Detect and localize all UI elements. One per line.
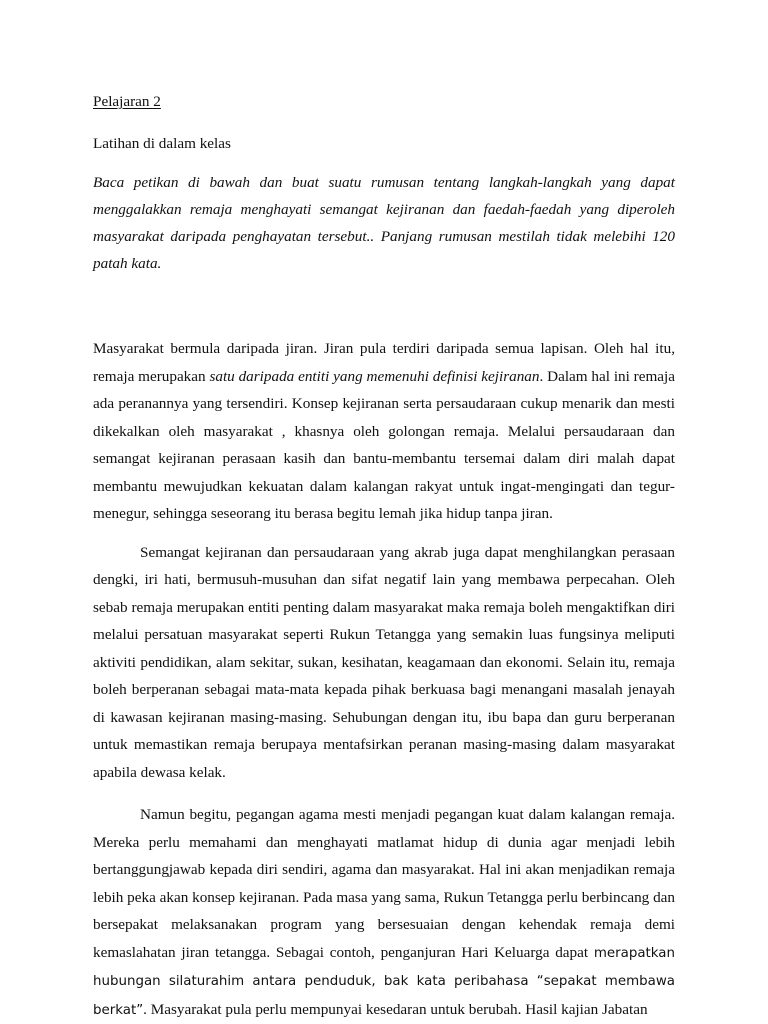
paragraph-3-text-b: . Masyarakat pula perlu mempunyai kesedaran untuk berubah. Hasil kajian Jabatan — [143, 1000, 648, 1018]
lesson-heading: Pelajaran 2 — [93, 93, 161, 110]
paragraph-1-text-b: . Dalam hal ini remaja ada peranannya yang tersendiri. Konsep kejiranan serta persaudaraan cukup menarik dan mesti dikekalkan oleh masyarakat , khasnya oleh golongan remaja. Melalui persaudaraan dan semangat kejiranan perasaan kasih dan bantu-membantu tersemai dalam diri malah dapat membantu mewujudkan kekuatan dalam kalangan rakyat untuk ingat-mengingati dan tegur-menegur, sehingga seseorang itu berasa begitu lemah jika hidup tanpa jiran. — [93, 367, 675, 522]
paragraph-3-alt-font-phrase: merapatkan hubungan silaturahim antara penduduk, bak kata peribahasa “sepakat membawa berkat” — [93, 945, 675, 1018]
paragraph-2: Semangat kejiranan dan persaudaraan yang akrab juga dapat menghilangkan perasaan dengki, iri hati, bermusuh-musuhan dan sifat negatif lain yang membawa perpecahan. Oleh sebab remaja merupakan entiti penting dalam masyarakat maka remaja boleh mengaktifkan diri melalui persatuan masyarakat seperti Rukun Tetangga yang semakin luas fungsinya meliputi aktiviti pendidikan, alam sekitar, sukan, kesihatan, keagamaan dan ekonomi. Selain itu, remaja boleh berperanan sebagai mata-mata kepada pihak berkuasa bagi menangani masalah jenayah di kawasan kejiranan masing-masing. Sehubungan dengan itu, ibu bapa dan guru berperanan untuk memastikan remaja berupaya mentafsirkan peranan masing-masing dalam masyarakat apabila dewasa kelak. — [93, 543, 675, 781]
exercise-subheading: Latihan di dalam kelas — [93, 135, 231, 152]
paragraph-1-italic-phrase: satu daripada entiti yang memenuhi definisi kejiranan — [209, 367, 540, 385]
paragraph-3-text-a: Namun begitu, pegangan agama mesti menjadi pegangan kuat dalam kalangan remaja. Mereka perlu memahami dan menghayati matlamat hidup di dunia agar menjadi lebih bertanggungjawab kepada diri sendiri, agama dan masyarakat. Hal ini akan menjadikan remaja lebih peka akan konsep kejiranan. Pada masa yang sama, Rukun Tetangga perlu berbincang dan bersepakat melaksanakan program yang bersesuaian dengan kehendak remaja demi kemaslahatan jiran tetangga. Sebagai contoh, penganjuran Hari Keluarga dapat — [93, 806, 675, 961]
paragraph-1 — [93, 335, 675, 528]
instruction-text: Baca petikan di bawah dan buat suatu rumusan tentang langkah-langkah yang dapat menggalakkan remaja menghayati semangat kejiranan dan faedah-faedah yang diperoleh masyarakat daripada penghayatan tersebut.. Panjang rumusan mestilah tidak melebihi 120 patah kata. — [93, 174, 675, 272]
paragraph-3 — [93, 801, 675, 1024]
paragraph-1-text-a: Masyarakat bermula daripada jiran. Jiran pula terdiri daripada semua lapisan. Oleh hal itu, remaja merupakan — [93, 340, 675, 385]
